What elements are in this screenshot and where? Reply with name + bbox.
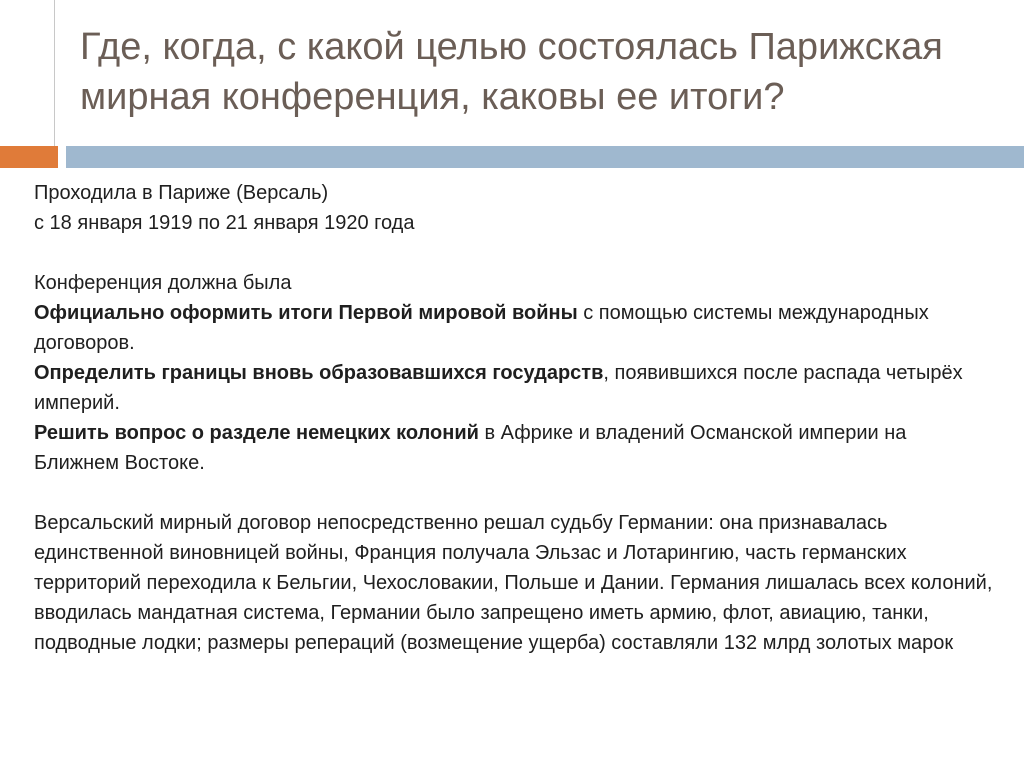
title-divider-line [54, 0, 55, 146]
goal-item [34, 418, 994, 478]
location-line: Проходила в Париже (Версаль) [34, 182, 329, 204]
accent-bar-orange [0, 146, 58, 168]
goal-bold: Решить вопрос о разделе немецких колоний [34, 422, 479, 444]
treaty-paragraph: Версальский мирный договор непосредственно решал судьбу Германии: она признавалась единственной виновницей войны, Франция получала Эльзас и Лотарингию, часть германских территорий переходила к Бельгии, Чехословакии, Польше и Дании. Германия лишалась всех колоний, вводилась мандатная система, Германии было запрещено иметь армию, флот, авиацию, танки, подводные лодки; размеры репераций (возмещение ущерба) составляли 132 млрд золотых марок [34, 512, 993, 654]
goal-rest: с помощью системы международных договоров. [34, 302, 929, 354]
slide-content [34, 178, 994, 658]
accent-bar-blue [66, 146, 1024, 168]
dates-line: с 18 января 1919 по 21 января 1920 года [34, 212, 415, 234]
goal-item [34, 298, 994, 358]
goals-intro: Конференция должна была [34, 272, 292, 294]
goal-bold: Официально оформить итоги Первой мировой войны [34, 302, 578, 324]
goal-rest: , появившихся после распада четырёх империй. [34, 362, 963, 414]
goal-bold: Определить границы вновь образовавшихся государств [34, 362, 604, 384]
goal-rest: в Африке и владений Османской империи на Ближнем Востоке. [34, 422, 907, 474]
slide-title: Где, когда, с какой целью состоялась Парижская мирная конференция, каковы ее итоги? [80, 26, 943, 118]
spacer [34, 478, 994, 508]
spacer [34, 238, 994, 268]
goal-item [34, 358, 994, 418]
